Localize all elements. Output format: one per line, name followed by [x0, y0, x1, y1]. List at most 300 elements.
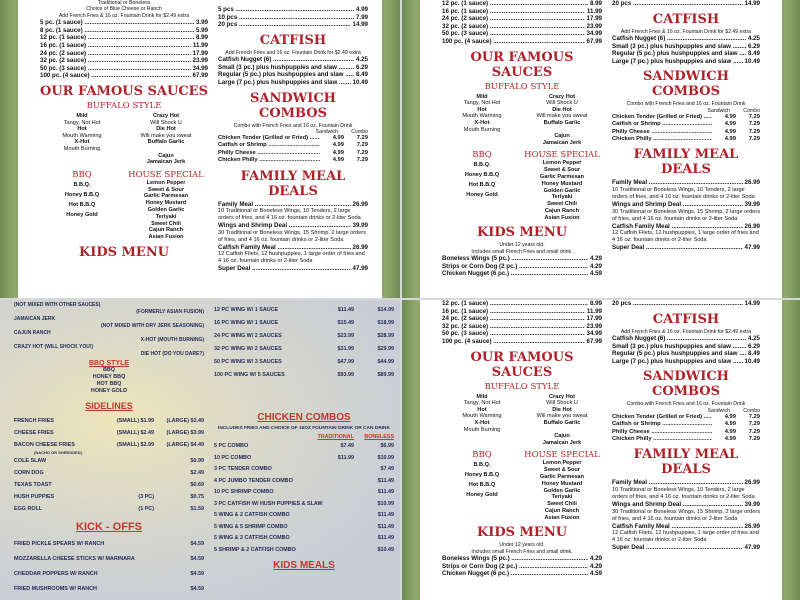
- catfish-price-row: [218, 56, 368, 64]
- catfish-price-list: [218, 56, 368, 86]
- combo-row: [214, 476, 394, 488]
- sandwich-row: [612, 114, 760, 121]
- wings-price-list: [40, 19, 208, 80]
- sauce-flavor: (NOT MIXED WITH DRY JERK SEASONING): [100, 323, 204, 329]
- item-name: Wings and Shrimp Deal .....: [218, 222, 351, 230]
- sauce-desc: Tangy, Not Hot: [463, 100, 501, 107]
- item-name: Catfish Nugget (6) .....: [612, 35, 746, 43]
- item-price: 4.29: [589, 555, 602, 563]
- price-a: (1 PC): [138, 506, 154, 512]
- sideline-row: [14, 479, 204, 491]
- kids-note-2: Includes small French Fries and small drink.: [471, 248, 573, 255]
- item-price: 11.99: [586, 307, 602, 315]
- bbq-sauce: B.B.Q.: [73, 181, 91, 188]
- sauce-name: Cajun: [554, 433, 570, 440]
- item-price: 14.99: [352, 21, 368, 29]
- sauce-name: X-Hot: [474, 119, 490, 126]
- price-a: (SMALL) $2.49: [116, 430, 154, 436]
- item-price: 34.99: [192, 64, 208, 72]
- sauce-desc: Will Shock U: [150, 119, 182, 126]
- family-deal-desc: 10 Traditional or Boneless Wings, 10 Tenders, 2 large orders of fries, and 4 16 oz. fountain drinks or 2-liter Soda: [612, 187, 755, 200]
- sauce-desc: Will Shock U: [546, 400, 578, 407]
- wing-price-row: [40, 27, 208, 35]
- family-deal-desc: 30 Traditional or Boneless Wings, 15 Shrimp, 2 large orders of fries, and 4 16 oz. fountain drinks or 2-liter Soda: [612, 208, 760, 222]
- bbq-sauce: Honey Gold: [466, 192, 498, 199]
- nacho-note: (NACHO OR SHREDDED): [34, 450, 82, 455]
- menu-left-column: [442, 300, 602, 578]
- house-list: [522, 460, 602, 521]
- sideline-row: [14, 455, 204, 467]
- item-name: 50 pc. (3 sauce) .....: [442, 30, 585, 38]
- price-a: (SMALL) $1.99: [116, 418, 154, 424]
- price-b: $10.99: [377, 454, 394, 461]
- bbq-title: BBQ: [72, 169, 92, 180]
- wing-price-row: [442, 30, 602, 38]
- kids-title: KIDS MENU: [78, 244, 170, 260]
- kids-note-2: Includes small French Fries and small drink.: [471, 548, 573, 555]
- item-name: Chicken Nugget (6 pc.) .....: [442, 270, 588, 278]
- kickoffs-title: KICK - OFFS: [76, 521, 142, 533]
- family-deal-row: [218, 244, 368, 252]
- combo-price: 7.29: [748, 428, 760, 435]
- item-name: 24 pc. (2 sauce) .....: [40, 50, 191, 58]
- sauce-desc: Tangy, Not Hot: [63, 119, 101, 126]
- sandwich-title: SANDWICH COMBOS: [643, 69, 729, 100]
- bbq-sauce: Honey B.B.Q: [64, 191, 100, 198]
- catfish-price-row: [218, 71, 368, 79]
- item-name: Chicken Philly .....: [612, 136, 712, 143]
- sandwich-price-list: [612, 414, 760, 444]
- price-a: [94, 467, 154, 479]
- bbq-title: BBQ: [472, 450, 492, 461]
- item-name: Catfish or Shrimp .....: [612, 121, 712, 128]
- buffalo-sauce: [442, 433, 522, 440]
- item-price: 6.29: [747, 342, 760, 350]
- buffalo-sauce: [124, 126, 208, 139]
- item-price: 34.99: [586, 330, 602, 338]
- kickoff-row: [14, 537, 204, 552]
- wing-price-row: [442, 38, 602, 46]
- col-sandwich: Sandwich: [315, 128, 338, 135]
- sidelines-list: [14, 415, 204, 515]
- sauce-desc: Will make you sweat: [536, 113, 588, 120]
- item-price: 17.99: [586, 15, 602, 23]
- house-sauce: Asian Fusion: [544, 214, 580, 221]
- wings-fries-note: Add French Fries & 16 oz. Fountain Drink for $2.49 extra: [58, 12, 190, 19]
- sandwich-price: 4.99: [724, 428, 736, 435]
- item-name: 10 PC COMBO: [214, 454, 252, 461]
- family-deal-row: [612, 179, 760, 187]
- item-name: 5 SHRIMP & 2 CATFISH COMBO: [214, 546, 296, 553]
- kids-title: KIDS MENU: [476, 525, 568, 541]
- sauce-name: Die Hot: [552, 106, 572, 113]
- combo-row: [214, 487, 394, 499]
- sauce-name: Mild: [476, 93, 488, 100]
- sauce-desc: Mouth Warming: [62, 132, 102, 139]
- sandwich-price: 4.99: [332, 134, 344, 141]
- menu-left-column: [14, 302, 204, 600]
- combo-row: [214, 545, 394, 557]
- house-sauce: Honey Mustard: [145, 200, 187, 207]
- item-name: 4 PC JUMBO TENDER COMBO: [214, 477, 293, 484]
- buffalo-sauce: [522, 420, 602, 433]
- sauce-name: Mild: [76, 112, 88, 119]
- sauce-name: Mild: [476, 393, 488, 400]
- sauce-desc: Mouth Warming: [462, 413, 502, 420]
- sauce-desc: Mouth Burning: [63, 145, 101, 152]
- item-name: Chicken Philly .....: [218, 157, 320, 164]
- house-sauce: Lemon Pepper: [146, 179, 186, 186]
- sauce-name: Hot: [477, 406, 487, 413]
- sauce-name: Hot: [477, 106, 487, 113]
- buffalo-sauce: [522, 433, 602, 440]
- item-name: Chicken Tender (Grilled or Fried) .....: [612, 114, 712, 121]
- menu-right-column: [218, 0, 368, 273]
- item-name: Chicken Nugget (6 pc.) .....: [442, 570, 588, 578]
- bbq-title: BBQ: [472, 150, 492, 161]
- wings-price-list: [442, 300, 602, 346]
- family-deal-desc: 10 Traditional or Boneless Wings, 10 Tenders, 2 large orders of fries, and 4 16 oz. fountain drinks or 2-liter Soda: [612, 487, 755, 500]
- item-name: Regular (5 pc.) plus hushpuppies and slaw .....: [612, 350, 746, 358]
- item-name: 100 pc. (4 sauce) .....: [442, 338, 585, 346]
- item-price: 39.99: [744, 501, 760, 508]
- bbq-style-title: BBQ STYLE: [88, 360, 130, 367]
- item-price: 14.99: [744, 300, 760, 307]
- wings-note-2: Choice of Blue Cheese or Ranch: [86, 6, 162, 13]
- item-name: 16 PC WING W/ 1 SAUCE: [214, 320, 279, 326]
- price-a: (3 PC): [138, 494, 154, 500]
- kids-price-row: [442, 555, 602, 563]
- item-price: 67.99: [192, 72, 208, 80]
- kids-price-row: [442, 563, 602, 571]
- sauce-name: Crazy Hot: [152, 112, 180, 119]
- bbq-style-item: HONEY GOLD: [90, 388, 128, 394]
- combo-row: [214, 499, 394, 511]
- item-name: 8 pc. (1 sauce) .....: [40, 27, 194, 35]
- item-price: 23.99: [586, 322, 602, 330]
- item-price: 4.29: [589, 262, 602, 270]
- sandwich-price-list: [218, 135, 368, 165]
- family-deal-row: [218, 222, 368, 230]
- sauce-desc: Will make you sweat: [536, 413, 588, 420]
- item-name: 16 pc. (1 sauce) .....: [442, 8, 585, 16]
- buffalo-sauce: [442, 440, 522, 447]
- buffalo-sauce: [40, 126, 124, 139]
- family-deal-row: [218, 265, 368, 273]
- item-name: Catfish or Shrimp .....: [218, 142, 320, 149]
- sauce-name: Buffalo Garlic: [147, 139, 185, 146]
- wing-price-row: [40, 57, 208, 65]
- house-list: [124, 180, 208, 241]
- bbq-sauce: Honey B.B.Q: [464, 172, 500, 179]
- item-name: 5 pcs .....: [218, 6, 354, 14]
- item-price: 17.99: [586, 315, 602, 323]
- item-name: 20 pcs .....: [612, 300, 743, 308]
- kids-title: KIDS MENU: [476, 225, 568, 241]
- sideline-row: [14, 503, 204, 515]
- price-b: $10.49: [377, 546, 394, 553]
- sandwich-row: [218, 142, 368, 149]
- item-price: 10.49: [744, 357, 760, 365]
- sandwich-note: Combo with French Fries and 16 oz. Fountain Drink: [626, 101, 746, 108]
- price-b: $7.49: [380, 466, 394, 472]
- house-sauce: Asian Fusion: [148, 234, 184, 241]
- item-name: BACON CHEESE FRIES: [14, 442, 75, 448]
- item-name: Regular (5 pc.) plus hushpuppies and slaw .....: [218, 71, 354, 79]
- kids-meals-title: KIDS MEALS: [273, 560, 335, 571]
- item-price: 4.25: [747, 335, 760, 342]
- price-b: $89.99: [377, 372, 394, 378]
- tenders-price-list: [612, 300, 760, 308]
- item-price: 26.99: [352, 243, 368, 251]
- item-price: 8.99: [195, 34, 208, 42]
- buffalo-title: BUFFALO STYLE: [86, 100, 162, 111]
- sandwich-price: 4.99: [332, 149, 344, 156]
- item-name: CORN DOG: [14, 470, 44, 476]
- tender-price-row: [612, 300, 760, 308]
- family-deal-row: [612, 501, 760, 509]
- kids-price-row: [442, 570, 602, 578]
- family-deal-desc: 30 Traditional or Boneless Wings, 15 Shrimp, 2 large orders of fries, and 4 16 oz. fountain drinks or 2-liter Soda: [218, 229, 366, 243]
- sauce-name: Jamaican Jerk: [542, 439, 582, 446]
- bbq-sauce: Hot B.B.Q: [68, 201, 96, 208]
- item-name: Small (3 pc.) plus hushpuppies and slaw .....: [218, 64, 354, 72]
- price-b: $11.49: [377, 523, 394, 530]
- house-list: [522, 160, 602, 221]
- sideline-row: [14, 415, 204, 427]
- price-b: $4.59: [190, 556, 204, 562]
- wing-price-row: [214, 343, 394, 356]
- sauces-title: OUR FAMOUS SAUCES: [470, 49, 574, 80]
- wing-price-row: [442, 300, 602, 308]
- item-price: 5.99: [195, 26, 208, 34]
- family-deal-row: [218, 201, 368, 209]
- family-deal-row: [612, 201, 760, 209]
- bbq-column: [442, 450, 522, 521]
- sauce-name: Cajun: [554, 133, 570, 140]
- item-name: 20 pcs .....: [612, 0, 743, 8]
- catfish-price-row: [218, 64, 368, 72]
- sandwich-row: [612, 436, 760, 443]
- sauce-name: Crazy Hot: [548, 93, 576, 100]
- buffalo-sauce: [442, 133, 522, 140]
- menu-photo-bottom-left: [0, 300, 400, 600]
- item-price: 4.25: [355, 56, 368, 64]
- menu-photo-top-left: [0, 0, 400, 298]
- item-name: 32 pc. (2 sauce) .....: [442, 323, 585, 331]
- bbq-sauce: B.B.Q.: [473, 462, 491, 469]
- family-title: FAMILY MEAL DEALS: [240, 168, 346, 199]
- family-deal-row: [612, 544, 760, 552]
- item-name: Family Meal .....: [612, 179, 743, 187]
- family-deal-row: [612, 223, 760, 231]
- sauce-name: Die Hot: [552, 406, 572, 413]
- item-name: 24 pc. (2 sauce) .....: [442, 315, 585, 323]
- wing-price-row: [442, 323, 602, 331]
- bbq-style-item: HOT BBQ: [96, 381, 122, 387]
- buffalo-sauce: [522, 394, 602, 407]
- wing-price-row: [214, 317, 394, 330]
- kids-price-row: [442, 263, 602, 271]
- combo-price: 7.29: [356, 157, 368, 164]
- item-name: 3 PC CATFISH W/ HUSH PUPPIES & SLAW: [214, 500, 323, 507]
- wing-price-row: [40, 50, 208, 58]
- buffalo-sauce: [522, 120, 602, 133]
- menu-right-column: [612, 0, 760, 252]
- sandwich-row: [612, 429, 760, 436]
- buffalo-sauce-grid: [40, 113, 208, 166]
- item-price: 26.99: [744, 222, 760, 230]
- item-name: 5 WING & 2 CATFISH COMBO: [214, 512, 290, 518]
- wing-price-row: [40, 72, 208, 80]
- wing-price-row: [40, 34, 208, 42]
- price-b: $4.59: [190, 541, 204, 547]
- combo-price: 7.29: [748, 421, 760, 428]
- house-sauce: Sweet Chili: [547, 201, 577, 208]
- catfish-title: CATFISH: [652, 11, 720, 27]
- kids-price-row: [442, 255, 602, 263]
- col-sandwich: Sandwich: [707, 407, 730, 414]
- family-deals-list: [218, 201, 368, 273]
- bbq-column: [442, 150, 522, 221]
- item-name: TEXAS TOAST: [14, 482, 52, 488]
- buffalo-sauce: [522, 107, 602, 120]
- sandwich-row: [218, 150, 368, 157]
- sauce-flavor: (FORMERLY ASIAN FUSION): [136, 309, 204, 315]
- family-deal-row: [612, 244, 760, 252]
- wing-price-row: [214, 356, 394, 369]
- price-b: $28.99: [377, 333, 394, 339]
- family-title: FAMILY MEAL DEALS: [633, 447, 739, 478]
- combos-note: INCLUDES FRIES AND CHOICE OF 16OZ FOUNTAIN DRINK OR CAN DRINK: [218, 426, 390, 431]
- item-price: 10.49: [352, 78, 368, 86]
- wing-price-row: [40, 19, 208, 27]
- sauce-name: Jamaican Jerk: [146, 159, 186, 166]
- catfish-price-row: [612, 335, 760, 343]
- buffalo-title: BUFFALO STYLE: [484, 81, 560, 92]
- item-name: Family Meal .....: [612, 479, 743, 487]
- buffalo-sauce: [522, 94, 602, 107]
- house-title: HOUSE SPECIAL: [524, 450, 600, 461]
- price-a: [314, 487, 354, 499]
- house-sauce: Golden Garlic: [543, 487, 581, 494]
- item-price: 67.99: [586, 37, 602, 45]
- bbq-sauce: Hot B.B.Q: [468, 182, 496, 189]
- item-name: 12 pc. (1 sauce) .....: [442, 300, 588, 308]
- item-name: Wings and Shrimp Deal .....: [612, 501, 743, 509]
- sauce-name: Buffalo Garlic: [543, 119, 581, 126]
- bbq-style-list: [14, 367, 204, 395]
- sauce-name: Die Hot: [156, 126, 176, 133]
- house-sauce: Asian Fusion: [544, 514, 580, 521]
- sandwich-row: [612, 421, 760, 428]
- sauce-flavor: (NOT MIXED WITH OTHER SAUCES): [14, 302, 101, 308]
- house-sauce: Cajun Ranch: [148, 227, 184, 234]
- kids-price-list: [442, 555, 602, 578]
- catfish-note: Add French Fries & 16 oz. Fountain Drink for $2.49 extra: [620, 328, 752, 335]
- buffalo-sauce-grid: [442, 94, 602, 147]
- tender-price-row: [218, 14, 368, 22]
- catfish-price-list: [612, 335, 760, 365]
- item-name: Chicken Tender (Grilled or Fried) .....: [612, 414, 712, 421]
- sauce-name: Hot: [77, 126, 87, 133]
- sandwich-row: [612, 136, 760, 143]
- price-a: $93.99: [337, 372, 354, 378]
- combo-price: 7.29: [356, 149, 368, 156]
- chicken-combos-title: CHICKEN COMBOS: [257, 412, 351, 423]
- kids-price-list: [442, 255, 602, 278]
- house-sauce: Garlic Parmesan: [539, 473, 585, 480]
- family-deal-desc: 12 Catfish Filets, 12 hushpuppies, 1 large order of fries and 4 16 oz. fountain drinks or 2-liter Soda: [218, 251, 365, 265]
- buffalo-sauce: [124, 159, 208, 166]
- item-price: 23.99: [586, 22, 602, 30]
- price-a: $15.49: [337, 320, 354, 326]
- sauce-desc: Mouth Burning: [463, 126, 501, 133]
- item-name: 5 WING & 5 SHRIMP COMBO: [214, 523, 288, 530]
- sandwich-price: 4.99: [724, 136, 736, 142]
- combo-price: 7.29: [748, 128, 760, 135]
- item-name: Catfish Nugget (6) .....: [218, 56, 354, 64]
- sandwich-price: 4.99: [332, 157, 344, 164]
- item-price: 47.99: [744, 244, 760, 252]
- buffalo-sauce: [442, 140, 522, 147]
- kids-note: Under 12 years old.: [499, 542, 545, 549]
- sandwich-note: Combo with French Fries and 16 oz. Fountain Drink: [626, 401, 746, 408]
- kickoff-row: [14, 552, 204, 567]
- family-deal-desc: 12 Catfish Filets, 12 hushpuppies, 1 large order of fries and 4 16 oz. fountain drinks or 2-liter Soda: [612, 530, 759, 544]
- price-a: $11.99: [337, 454, 354, 461]
- col-combo: Combo: [743, 407, 760, 414]
- item-name: 32 pc. (2 sauce) .....: [442, 23, 585, 31]
- item-name: 16 pc. (1 sauce) .....: [40, 42, 191, 50]
- item-price: 11.99: [586, 7, 602, 15]
- buffalo-sauce: [124, 153, 208, 160]
- wing-price-row: [442, 315, 602, 323]
- catfish-price-row: [612, 58, 760, 66]
- sandwich-price: 4.99: [724, 413, 736, 420]
- sandwich-row: [612, 121, 760, 128]
- item-name: HUSH PUPPIES: [14, 494, 55, 500]
- item-name: FRIED PICKLE SPEARS W/ RANCH: [14, 541, 105, 547]
- price-b: $4.59: [190, 586, 204, 592]
- sandwich-price: 4.99: [724, 421, 736, 428]
- wing-price-row: [214, 330, 394, 343]
- house-sauce: Cajun Ranch: [544, 507, 580, 514]
- item-price: 6.29: [355, 63, 368, 71]
- item-name: 10 pcs .....: [218, 14, 354, 22]
- price-b: $14.99: [377, 307, 394, 313]
- sandwich-row: [612, 414, 760, 421]
- item-price: 4.59: [589, 270, 602, 278]
- catfish-note: Add French Fries and 16 oz. Fountain Drink for $2.49 extra: [225, 49, 361, 56]
- item-price: 39.99: [744, 201, 760, 208]
- price-b: $2.49: [190, 470, 204, 476]
- catfish-title: CATFISH: [259, 32, 327, 48]
- house-sauce: Teriyaki: [155, 213, 177, 220]
- sandwich-price: 4.99: [724, 113, 736, 120]
- item-name: 20 pcs .....: [218, 21, 351, 29]
- combo-price: 7.29: [748, 413, 760, 420]
- item-price: 47.99: [352, 265, 368, 273]
- item-name: Chicken Tender (Grilled or Fried) .....: [218, 135, 320, 142]
- combos-list: [214, 441, 394, 556]
- item-price: 26.99: [352, 200, 368, 208]
- sandwich-price: 4.99: [724, 128, 736, 135]
- catfish-price-row: [218, 79, 368, 87]
- col-traditional: TRADITIONAL: [317, 434, 354, 440]
- buffalo-sauce: [40, 159, 124, 166]
- tenders-price-list: [218, 6, 368, 29]
